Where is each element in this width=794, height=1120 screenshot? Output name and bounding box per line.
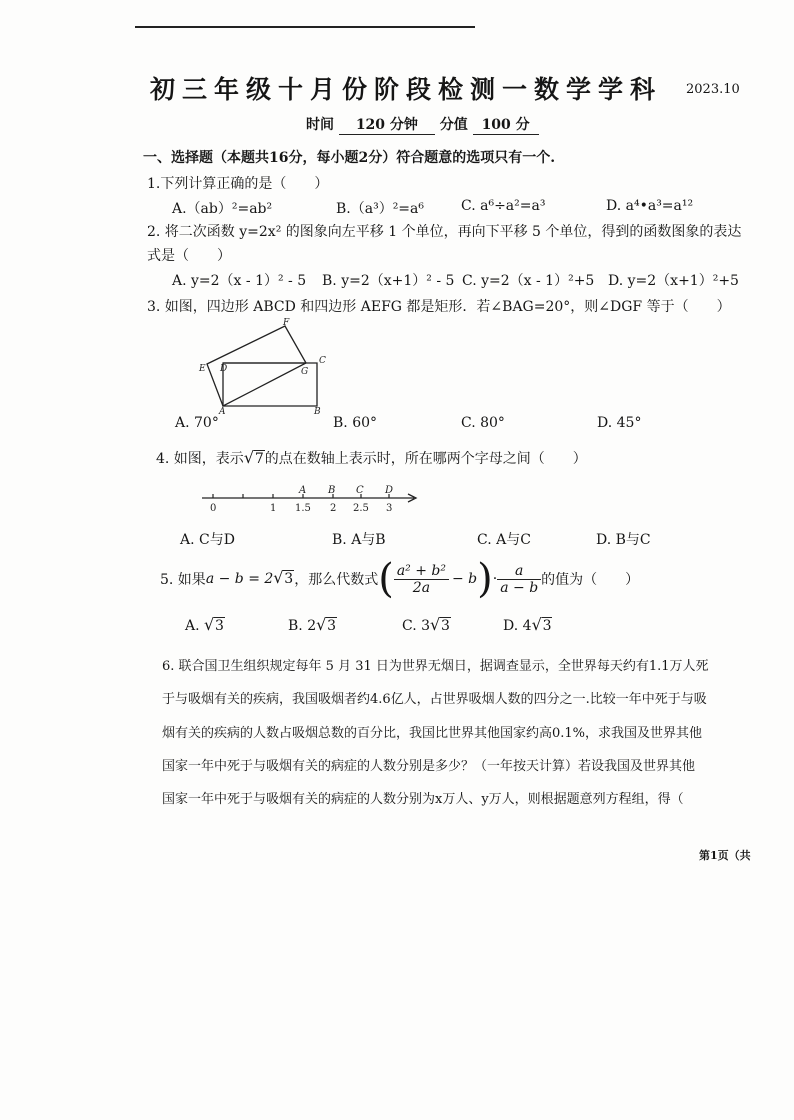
q5-stem: 5. 如果 a − b = 2 √ 3 ，那么代数式 ( $\frac{\text{a² + b²}}{2a}$ − b ) · $\frac{a}{a - b}$ 的值为（ ） xyxy=(160,556,640,602)
page-number: 第1页（共 xyxy=(699,849,751,862)
page-title: 初三年级十月份阶段检测一数学学科 xyxy=(150,75,663,104)
exam-meta xyxy=(306,114,539,135)
q4-option-c: C. A与C xyxy=(477,532,531,548)
time-label: 时间 xyxy=(306,117,334,133)
q5-condition-sqrt: √ 3 xyxy=(273,568,294,587)
q4-option-a: A. C与D xyxy=(180,532,235,548)
q5-option-d: D. 4 √ 3 xyxy=(503,615,552,634)
q4-radicand: 7 xyxy=(254,451,264,467)
q4-number-line xyxy=(196,480,426,516)
top-rule xyxy=(135,26,475,28)
q4-stem-post: 的点在数轴上表示时，所在哪两个字母之间（ ） xyxy=(264,451,587,467)
q2-option-b: B. y=2（x+1）² - 5 xyxy=(322,273,455,289)
q6-line-3: 烟有关的疾病的人数占吸烟总数的百分比，我国比世界其他国家约高0.1%，求我国及世界其他 xyxy=(162,726,703,741)
q4-stem-pre: 4. 如图，表示 xyxy=(156,451,244,467)
q5-frac2-denominator: a − b xyxy=(500,579,539,596)
exam-date: 2023.10 xyxy=(686,82,740,97)
q3-option-a: A. 70° xyxy=(175,415,219,431)
section-heading: 一、选择题（本题共16分，每小题2分）符合题意的选项只有一个. xyxy=(143,150,556,166)
label-d: D xyxy=(220,364,228,374)
sqrt-7: √ 7 xyxy=(243,448,264,467)
point-b: B xyxy=(328,485,336,496)
tick-3: 3 xyxy=(386,503,393,514)
q5-minus-b: − b xyxy=(452,571,478,587)
q6-line-1: 6. 联合国卫生组织规定每年 5 月 31 日为世界无烟日，据调查显示，全世界每天约有1.1万人死 xyxy=(162,659,709,674)
tick-1-5: 1.5 xyxy=(295,503,311,514)
tick-1: 1 xyxy=(270,503,277,514)
q2-option-d: D. y=2（x+1）²+5 xyxy=(608,273,739,289)
score-label: 分值 xyxy=(439,117,468,133)
q3-option-d: D. 45° xyxy=(597,415,642,431)
q5-condition-lhs: a − b = 2 xyxy=(205,571,274,587)
q5-option-a: A. √ 3 xyxy=(185,615,224,634)
q5-frac1-denominator: 2a xyxy=(412,579,431,596)
q1-option-a: A.（ab）²=ab² xyxy=(172,201,273,217)
q5-stem-mid: ，那么代数式 xyxy=(294,572,379,588)
q5-fraction-1 xyxy=(394,563,449,596)
q5-stem-post: 的值为（ ） xyxy=(541,572,640,588)
q3-option-b: B. 60° xyxy=(333,415,378,431)
tick-0: 0 xyxy=(210,503,217,514)
q3-rectangles-figure xyxy=(195,316,335,416)
q5-option-c: C. 3 √ 3 xyxy=(402,615,450,634)
q6-line-5: 国家一年中死于与吸烟有关的病症的人数分别为x万人、y万人，则根据题意列方程组，得（ xyxy=(162,792,684,807)
q5-fraction-2 xyxy=(497,563,541,596)
q2-option-a: A. y=2（x - 1）² - 5 xyxy=(172,273,307,289)
q4-option-b: B. A与B xyxy=(332,532,386,548)
q1-stem: 1.下列计算正确的是（ ） xyxy=(147,176,329,192)
point-d: D xyxy=(385,485,394,496)
tick-2: 2 xyxy=(330,503,337,514)
q2-stem-line2: 式是（ ） xyxy=(147,248,231,264)
label-c: C xyxy=(319,356,326,366)
score-value: 100 分 xyxy=(473,114,539,135)
q3-option-c: C. 80° xyxy=(461,415,505,431)
tick-2-5: 2.5 xyxy=(353,503,369,514)
label-b: B xyxy=(314,407,321,416)
label-g: G xyxy=(301,367,309,377)
q1-option-d: D. a⁴•a³=a¹² xyxy=(606,198,694,214)
q5-dot: · xyxy=(492,571,498,587)
time-value: 120 分钟 xyxy=(339,114,435,135)
q5-frac2-numerator: a xyxy=(497,563,541,580)
q2-stem-line1: 2. 将二次函数 y=2x² 的图象向左平移 1 个单位，再向下平移 5 个单位，得到的函数图象的表达 xyxy=(147,224,742,240)
q1-option-b: B.（a³）²=a⁶ xyxy=(336,201,424,217)
q5-option-b: B. 2 √ 3 xyxy=(288,615,337,634)
q4-option-d: D. B与C xyxy=(596,532,651,548)
q5-frac1-numerator: a² + b² xyxy=(394,563,449,580)
q6-line-4: 国家一年中死于与吸烟有关的病症的人数分别是多少？（一年按天计算）若设我国及世界其他 xyxy=(162,759,696,774)
label-a: A xyxy=(219,407,226,416)
label-f: F xyxy=(283,318,290,328)
q5-stem-pre: 5. 如果 xyxy=(160,572,206,588)
q2-option-c: C. y=2（x - 1）²+5 xyxy=(462,273,595,289)
point-a: A xyxy=(299,485,307,496)
q3-stem: 3. 如图，四边形 ABCD 和四边形 AEFG 都是矩形．若∠BAG=20°，则∠DGF 等于（ ） xyxy=(147,299,731,315)
q6-line-2: 于与吸烟有关的疾病，我国吸烟者约4.6亿人，占世界吸烟人数的四分之一.比较一年中死于与吸 xyxy=(162,692,707,707)
q1-option-c: C. a⁶÷a²=a³ xyxy=(461,198,546,214)
point-c: C xyxy=(356,485,364,496)
label-e: E xyxy=(199,364,206,374)
q4-stem xyxy=(156,448,587,468)
